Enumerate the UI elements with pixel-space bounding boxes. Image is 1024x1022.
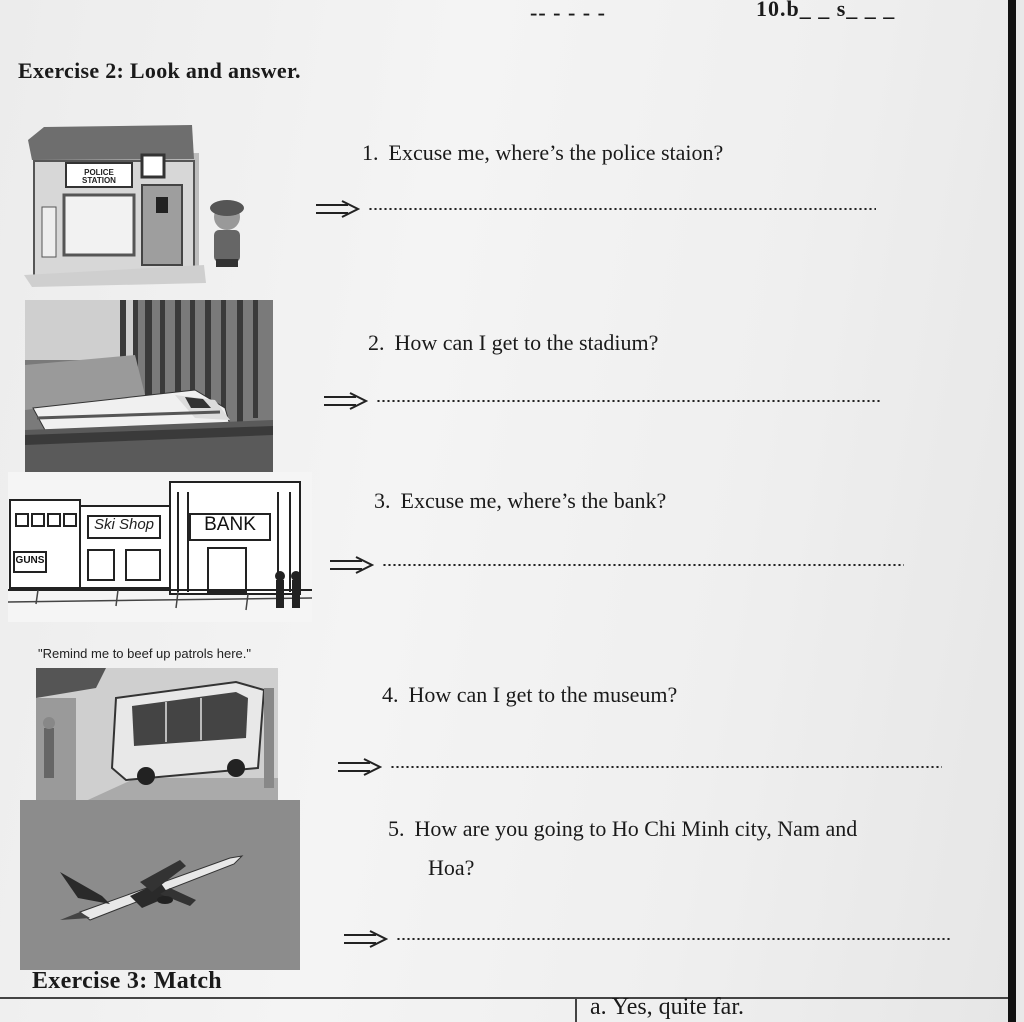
question-number: 3.	[374, 488, 391, 513]
question-number: 5.	[388, 816, 405, 841]
dotted-line	[390, 766, 942, 768]
question-4	[382, 682, 677, 708]
question-text: Excuse me, where’s the bank?	[400, 488, 667, 513]
dotted-line	[396, 938, 950, 940]
airplane-image	[20, 800, 300, 970]
train-image	[25, 300, 273, 472]
table-top-border	[0, 997, 1016, 999]
bank-sign: BANK	[204, 514, 256, 535]
double-arrow-icon	[328, 556, 374, 574]
exercise3-title: Exercise 3: Match	[32, 968, 222, 994]
double-arrow-icon	[336, 758, 382, 776]
dotted-line	[382, 564, 904, 566]
question-text: Excuse me, where’s the police staion?	[388, 140, 724, 165]
dotted-line	[376, 400, 882, 402]
question-text: How can I get to the stadium?	[394, 330, 659, 355]
top-fragment-right: 10.b_ _ s_ _ _	[756, 0, 896, 21]
answer-line-4[interactable]	[336, 755, 942, 779]
top-fragment-left: -- - - - -	[530, 0, 606, 25]
answer-line-1[interactable]	[314, 197, 876, 221]
dotted-line	[368, 208, 876, 210]
question-number: 1.	[362, 140, 379, 165]
bank-street-image	[8, 472, 312, 622]
table-column-divider	[575, 999, 577, 1022]
question-3	[374, 488, 666, 514]
double-arrow-icon	[322, 392, 368, 410]
match-option-a: a. Yes, quite far.	[590, 994, 744, 1020]
answer-line-3[interactable]	[328, 553, 904, 577]
exercise2-title: Exercise 2: Look and answer.	[18, 58, 301, 83]
bus-image	[36, 668, 278, 810]
bus-caption: "Remind me to beef up patrols here."	[38, 646, 252, 661]
page-edge-shadow	[1008, 0, 1016, 1022]
question-5-continued: Hoa?	[428, 855, 475, 880]
question-1	[362, 140, 723, 166]
police-sign: POLICE STATION	[82, 168, 116, 185]
double-arrow-icon	[314, 200, 360, 218]
police-station-image	[24, 125, 254, 290]
answer-line-2[interactable]	[322, 389, 882, 413]
question-2	[368, 330, 658, 356]
question-number: 2.	[368, 330, 385, 355]
guns-sign: GUNS	[15, 555, 45, 566]
answer-line-5[interactable]	[342, 927, 950, 951]
question-text: How can I get to the museum?	[408, 682, 678, 707]
question-5	[388, 816, 857, 842]
double-arrow-icon	[342, 930, 388, 948]
question-number: 4.	[382, 682, 399, 707]
question-text: How are you going to Ho Chi Minh city, Nam and	[414, 816, 858, 841]
ski-shop-sign: Ski Shop	[93, 516, 155, 533]
